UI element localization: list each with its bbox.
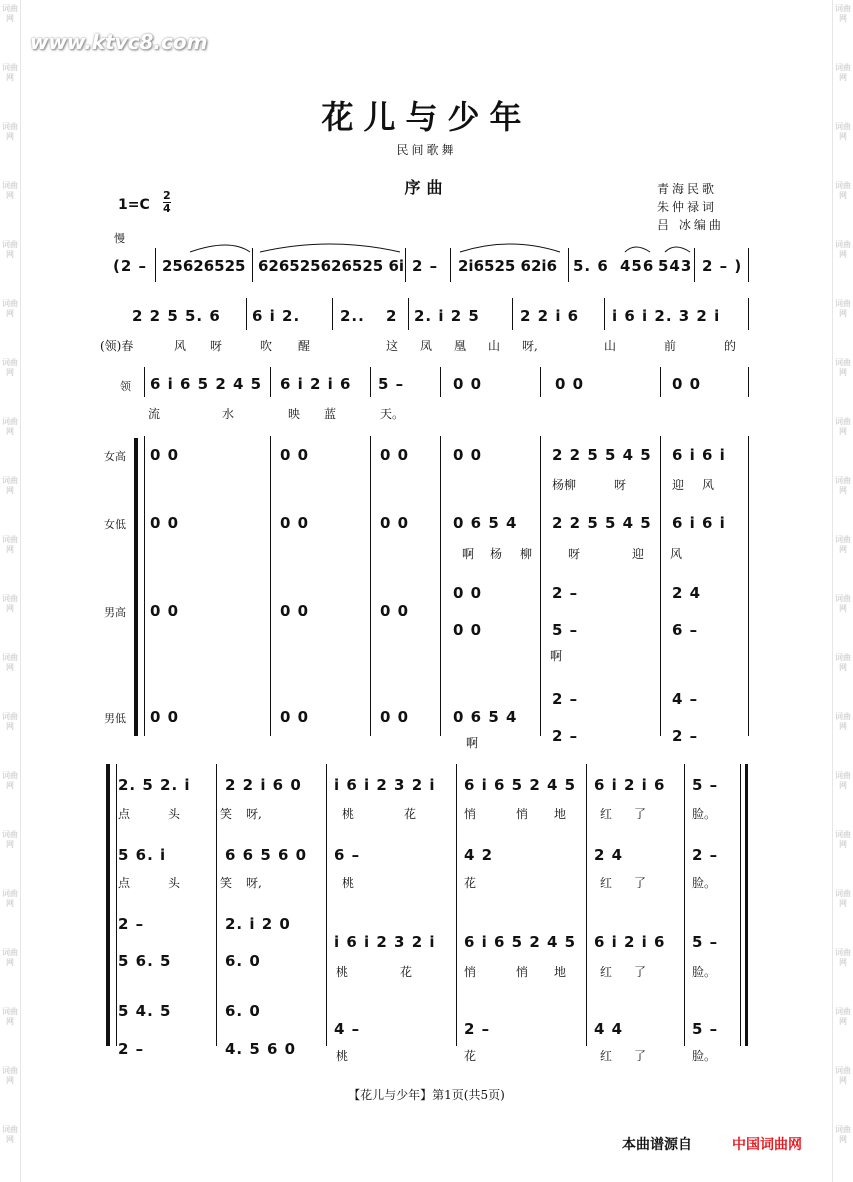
measure: 2 – [552, 690, 579, 708]
measure: 6 i 6 5 2 4 5 [464, 933, 577, 951]
margin-watermark-text: 词曲网 [835, 1066, 851, 1085]
lyric: 迎 [632, 547, 645, 561]
lyric: 头 [168, 807, 181, 821]
lyric: 呀, [246, 807, 262, 821]
source-site: 中国词曲网 [732, 1137, 802, 1153]
page-footer: 【花儿与少年】第1页(共5页) [348, 1088, 505, 1102]
lyric: 柳 [520, 547, 533, 561]
lyric: 头 [168, 876, 181, 890]
measure: 0 0 [555, 375, 585, 393]
lyric: 悄 [516, 965, 529, 979]
measure: 0 0 [280, 602, 310, 620]
measure: 6 i 6 i [672, 514, 726, 532]
barline [456, 764, 457, 1046]
lyric: 花 [464, 1049, 477, 1063]
measure: 5 – [692, 933, 719, 951]
lyric: 脸。 [692, 807, 717, 821]
margin-watermark-text: 词曲网 [835, 535, 851, 554]
barline [370, 436, 371, 736]
slurs-system-1 [150, 236, 750, 256]
margin-watermark-text: 词曲网 [2, 830, 18, 849]
margin-watermark-text: 词曲网 [835, 63, 851, 82]
margin-watermark-text: 词曲网 [835, 4, 851, 23]
lyric: 呀 [210, 339, 223, 353]
measure: 25626525 [162, 257, 246, 275]
song-subtitle: 民间歌舞 [396, 143, 457, 157]
barline [684, 764, 685, 1046]
measure: 2 – [118, 1040, 145, 1058]
barline [270, 367, 271, 397]
measure: 2 [386, 307, 398, 325]
measure: 2. i 2 0 [225, 915, 291, 933]
lyric: 花 [400, 965, 413, 979]
measure: 0 0 [150, 446, 180, 464]
lyric: 了 [634, 876, 647, 890]
margin-watermark-text: 词曲网 [2, 476, 18, 495]
measure: 543 [658, 257, 693, 275]
margin-watermark-text: 词曲网 [2, 4, 18, 23]
margin-watermark-text: 词曲网 [2, 299, 18, 318]
lyric: 风 [174, 339, 187, 353]
measure: 2 2 5 5 4 5 [552, 514, 652, 532]
lyric: 流 [148, 407, 161, 421]
measure: 6 i 2 i 6 [594, 933, 666, 951]
margin-watermark-text: 词曲网 [2, 712, 18, 731]
margin-watermark-text: 词曲网 [835, 948, 851, 967]
measure: 0 0 [280, 514, 310, 532]
barline [326, 764, 327, 1046]
measure: 6. 0 [225, 952, 261, 970]
measure: i 6 i 2 3 2 i [334, 776, 436, 794]
lyric: 啊 [466, 736, 479, 750]
lyric: 脸。 [692, 1049, 717, 1063]
measure: 2 2 5 5 4 5 [552, 446, 652, 464]
part-label-soprano: 女高 [104, 450, 126, 463]
lyric: 笑 [220, 876, 233, 890]
measure: 5 6. 5 [118, 952, 172, 970]
barline [370, 367, 371, 397]
measure: 6 i 6 i [672, 446, 726, 464]
lyric: 点 [118, 807, 131, 821]
margin-watermark-text: 词曲网 [835, 594, 851, 613]
lyric: 呀, [246, 876, 262, 890]
barline [748, 367, 749, 397]
time-signature-top: 2 [163, 189, 171, 202]
credit-arranger: 吕 冰编曲 [657, 218, 724, 232]
barline [216, 764, 217, 1046]
site-watermark: www.ktvc8.com [30, 30, 208, 54]
measure: 0 0 [453, 621, 483, 639]
measure: 0 0 [453, 446, 483, 464]
measure: 5 – [692, 776, 719, 794]
lyric: 红 [600, 1049, 613, 1063]
measure: 0 0 [453, 584, 483, 602]
lyric: 这 [386, 339, 399, 353]
lyric: 了 [634, 1049, 647, 1063]
measure: 5 4. 5 [118, 1002, 172, 1020]
measure: 4 – [672, 690, 699, 708]
margin-watermark-text: 词曲网 [835, 358, 851, 377]
part-label-tenor: 男高 [104, 606, 126, 619]
measure: 2. 5 2. i [118, 776, 191, 794]
margin-watermark-text: 词曲网 [835, 299, 851, 318]
measure: 0 0 [280, 708, 310, 726]
lyric: 杨柳 [552, 478, 577, 492]
measure: 6 i 6 5 2 4 5 [464, 776, 577, 794]
measure: 4 – [334, 1020, 361, 1038]
margin-watermark-text: 词曲网 [835, 1007, 851, 1026]
time-signature [163, 190, 171, 215]
measure: 6 i 2. [252, 307, 301, 325]
barline [116, 764, 117, 1046]
tempo-marking: 慢 [114, 232, 125, 245]
lyric: 花 [404, 807, 417, 821]
measure: 5. 6 [573, 257, 609, 275]
lyric: 呀 [614, 478, 627, 492]
barline [660, 436, 661, 736]
source-label: 本曲谱源自 [622, 1137, 692, 1153]
margin-watermark-text: 词曲网 [2, 358, 18, 377]
barline [144, 436, 145, 736]
measure: 0 0 [380, 514, 410, 532]
measure: 0 0 [380, 446, 410, 464]
barline [440, 367, 441, 397]
measure: 5 6. i [118, 846, 167, 864]
lyric: 桃 [336, 965, 349, 979]
lyric: 迎 [672, 478, 685, 492]
barline [604, 298, 605, 330]
measure: 626525626525 6i [258, 257, 405, 275]
margin-watermark-text: 词曲网 [2, 1066, 18, 1085]
barline [586, 764, 587, 1046]
lyric: 呀 [568, 547, 581, 561]
song-title: 花儿与少年 [321, 98, 532, 136]
measure: 6 – [334, 846, 361, 864]
measure: 0 0 [150, 514, 180, 532]
margin-watermark-text: 词曲网 [2, 889, 18, 908]
margin-watermark-text: 词曲网 [2, 653, 18, 672]
barline [270, 436, 271, 736]
measure: 2. i 2 5 [414, 307, 480, 325]
lyric: 地 [554, 807, 567, 821]
measure: 2 4 [672, 584, 702, 602]
barline [660, 367, 661, 397]
section-title: 序曲 [404, 178, 449, 197]
lyric: 悄 [464, 965, 477, 979]
measure: i 6 i 2 3 2 i [334, 933, 436, 951]
lyric: 的 [724, 339, 737, 353]
lyric: 红 [600, 876, 613, 890]
measure: 6. 0 [225, 1002, 261, 1020]
lyric: 山 [604, 339, 617, 353]
lyric: 山 [488, 339, 501, 353]
margin-watermark-text: 词曲网 [2, 181, 18, 200]
lyric: 啊 [462, 547, 475, 561]
margin-watermark-text: 词曲网 [2, 240, 18, 259]
margin-watermark-text: 词曲网 [835, 181, 851, 200]
part-label-lead: 领 [120, 380, 131, 393]
measure: 2 – [552, 727, 579, 745]
lyric: 桃 [342, 876, 355, 890]
lyric: 脸。 [692, 965, 717, 979]
measure: 2 – [552, 584, 579, 602]
measure: 0 0 [380, 602, 410, 620]
lyric: 悄 [516, 807, 529, 821]
measure: 2 2 5 5. 6 [132, 307, 221, 325]
measure: 5 – [692, 1020, 719, 1038]
measure: 456 [620, 257, 655, 275]
margin-watermark-text: 词曲网 [835, 240, 851, 259]
barline [748, 436, 749, 736]
measure: 2 – [118, 915, 145, 933]
measure: i 6 i 2. 3 2 i [612, 307, 721, 325]
lyric: 花 [464, 876, 477, 890]
lyric: 地 [554, 965, 567, 979]
lyric: 了 [634, 965, 647, 979]
lyric: 笑 [220, 807, 233, 821]
lyric: 呀, [522, 339, 538, 353]
measure: 4 2 [464, 846, 494, 864]
margin-watermark-text: 词曲网 [835, 771, 851, 790]
barline [540, 436, 541, 736]
barline [144, 367, 145, 397]
lyric: 映 [288, 407, 301, 421]
measure: 4 4 [594, 1020, 624, 1038]
measure: 2 2 i 6 [520, 307, 580, 325]
lyric: 了 [634, 807, 647, 821]
credit-origin: 青海民歌 [657, 182, 718, 196]
measure: 2i6525 62i6 [458, 257, 558, 275]
barline [246, 298, 247, 330]
credit-lyricist: 朱仲禄词 [657, 200, 718, 214]
lyric: (领)春 [100, 339, 134, 353]
margin-watermark-text: 词曲网 [835, 653, 851, 672]
system-bracket [106, 764, 110, 1046]
measure: 0 0 [150, 602, 180, 620]
lyric: 啊 [550, 649, 563, 663]
measure: 2.. [340, 307, 365, 325]
part-label-bass: 男低 [104, 712, 126, 725]
measure: 4. 5 6 0 [225, 1040, 297, 1058]
measure: 0 0 [380, 708, 410, 726]
measure: 6 i 6 5 2 4 5 [150, 375, 263, 393]
part-label-alto: 女低 [104, 518, 126, 531]
lyric: 桃 [336, 1049, 349, 1063]
lyric: 红 [600, 807, 613, 821]
measure: 2 – [672, 727, 699, 745]
margin-watermark-text: 词曲网 [835, 122, 851, 141]
margin-watermark-text: 词曲网 [2, 122, 18, 141]
barline [512, 298, 513, 330]
lyric: 风 [702, 478, 715, 492]
measure: 2 – [692, 846, 719, 864]
lyric: 天。 [380, 407, 405, 421]
margin-watermark-text: 词曲网 [2, 948, 18, 967]
lyric: 凤 [420, 339, 433, 353]
measure: 6 i 2 i 6 [280, 375, 352, 393]
measure: 6 i 2 i 6 [594, 776, 666, 794]
barline [748, 298, 749, 330]
lyric: 醒 [298, 339, 311, 353]
lyric: 前 [664, 339, 677, 353]
lyric: 水 [222, 407, 235, 421]
margin-watermark-text: 词曲网 [835, 417, 851, 436]
barline [440, 436, 441, 736]
measure: 2 – [412, 257, 439, 275]
lyric: 杨 [490, 547, 503, 561]
margin-watermark-text: 词曲网 [835, 1125, 851, 1144]
lyric: 桃 [342, 807, 355, 821]
time-signature-bottom: 4 [163, 202, 171, 215]
barline [408, 298, 409, 330]
margin-watermark-text: 词曲网 [835, 712, 851, 731]
measure: 0 0 [150, 708, 180, 726]
lyric: 脸。 [692, 876, 717, 890]
barline [332, 298, 333, 330]
measure: 5 – [552, 621, 579, 639]
margin-watermark-text: 词曲网 [2, 535, 18, 554]
barline [540, 367, 541, 397]
measure: (2 – [113, 257, 148, 275]
final-barline [745, 764, 748, 1046]
lyric: 点 [118, 876, 131, 890]
lyric: 悄 [464, 807, 477, 821]
measure: 0 0 [280, 446, 310, 464]
lyric: 风 [670, 547, 683, 561]
margin-watermark-text: 词曲网 [835, 476, 851, 495]
margin-watermark-text: 词曲网 [2, 771, 18, 790]
measure: 0 6 5 4 [453, 708, 518, 726]
lyric: 吹 [260, 339, 273, 353]
measure: 2 4 [594, 846, 624, 864]
measure: 2 – ) [702, 257, 743, 275]
margin-watermark-text: 词曲网 [835, 830, 851, 849]
measure: 6 6 5 6 0 [225, 846, 308, 864]
measure: 0 0 [453, 375, 483, 393]
lyric: 凰 [454, 339, 467, 353]
key-signature: 1=C [118, 197, 150, 213]
measure: 0 6 5 4 [453, 514, 518, 532]
lyric: 红 [600, 965, 613, 979]
measure: 2 2 i 6 0 [225, 776, 302, 794]
margin-watermark-text: 词曲网 [2, 1125, 18, 1144]
margin-watermark-text: 词曲网 [2, 1007, 18, 1026]
measure: 2 – [464, 1020, 491, 1038]
margin-watermark-text: 词曲网 [835, 889, 851, 908]
measure: 5 – [378, 375, 405, 393]
measure: 0 0 [672, 375, 702, 393]
margin-watermark-text: 词曲网 [2, 63, 18, 82]
choir-bracket [134, 438, 138, 736]
margin-watermark-text: 词曲网 [2, 594, 18, 613]
margin-watermark-text: 词曲网 [2, 417, 18, 436]
lyric: 蓝 [324, 407, 337, 421]
barline [740, 764, 741, 1046]
measure: 6 – [672, 621, 699, 639]
